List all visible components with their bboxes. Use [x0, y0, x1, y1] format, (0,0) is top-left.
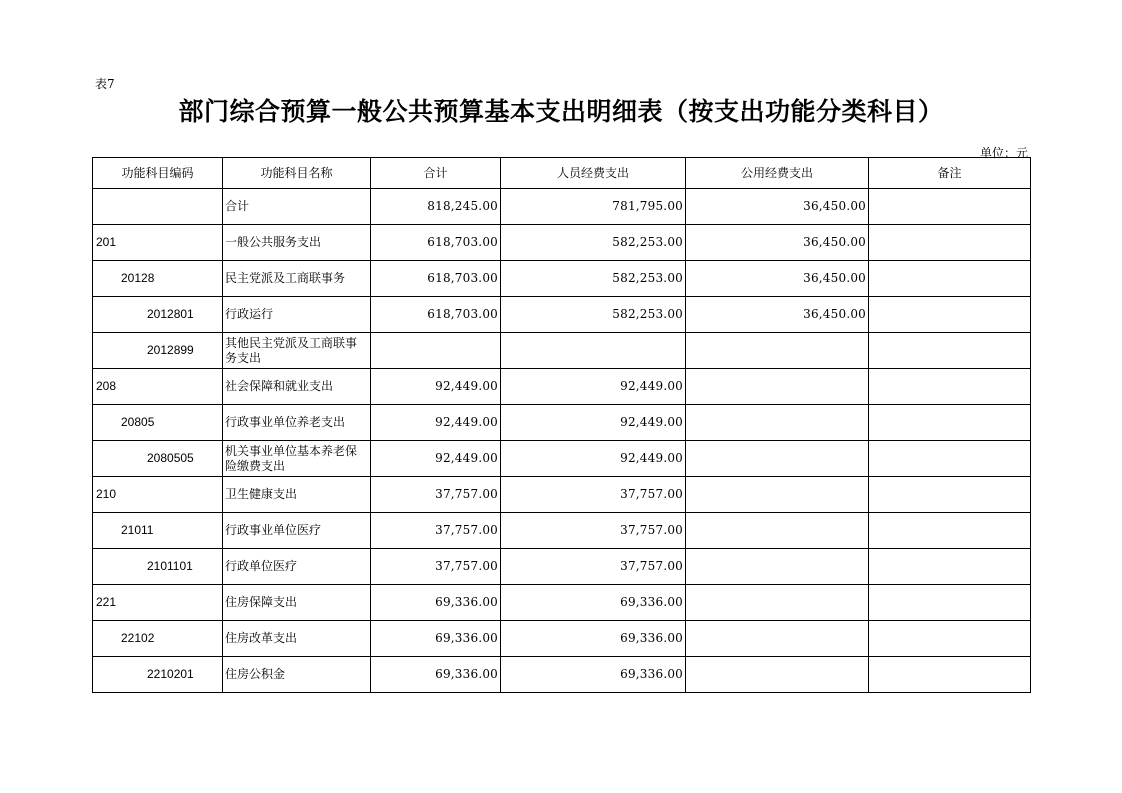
- page-title: 部门综合预算一般公共预算基本支出明细表（按支出功能分类科目）: [178, 97, 944, 126]
- unit-label: 单位：元: [979, 146, 1028, 160]
- name-cell: 民主党派及工商联事务: [223, 261, 371, 297]
- total-cell: 69,336.00: [371, 621, 501, 657]
- personnel-cell: 781,795.00: [501, 189, 686, 225]
- personnel-cell: 92,449.00: [501, 405, 686, 441]
- name-cell: 行政运行: [223, 297, 371, 333]
- public-cell: [686, 333, 869, 369]
- code-cell: 2210201: [93, 657, 223, 693]
- table-row: [93, 297, 1031, 333]
- table-row: [93, 189, 1031, 225]
- name-cell: 住房保障支出: [223, 585, 371, 621]
- personnel-cell: 582,253.00: [501, 225, 686, 261]
- total-cell: 37,757.00: [371, 477, 501, 513]
- personnel-cell: 69,336.00: [501, 657, 686, 693]
- code-cell: 22102: [93, 621, 223, 657]
- public-cell: [686, 441, 869, 477]
- code-cell: 20805: [93, 405, 223, 441]
- note-cell: [869, 621, 1031, 657]
- personnel-cell: 69,336.00: [501, 621, 686, 657]
- total-cell: 618,703.00: [371, 297, 501, 333]
- total-cell: 37,757.00: [371, 513, 501, 549]
- public-cell: [686, 657, 869, 693]
- total-cell: 618,703.00: [371, 225, 501, 261]
- note-cell: [869, 297, 1031, 333]
- name-cell: 行政事业单位医疗: [223, 513, 371, 549]
- name-cell: 住房改革支出: [223, 621, 371, 657]
- header-cell: 合计: [371, 158, 501, 189]
- name-cell: 一般公共服务支出: [223, 225, 371, 261]
- code-cell: 210: [93, 477, 223, 513]
- note-cell: [869, 477, 1031, 513]
- total-cell: 618,703.00: [371, 261, 501, 297]
- name-cell: 卫生健康支出: [223, 477, 371, 513]
- table-row: [93, 513, 1031, 549]
- table-row: [93, 585, 1031, 621]
- public-cell: [686, 477, 869, 513]
- table-row: [93, 441, 1031, 477]
- public-cell: 36,450.00: [686, 261, 869, 297]
- table-row: [93, 549, 1031, 585]
- personnel-cell: 92,449.00: [501, 369, 686, 405]
- table-row: [93, 477, 1031, 513]
- public-cell: [686, 549, 869, 585]
- total-cell: 37,757.00: [371, 549, 501, 585]
- note-cell: [869, 657, 1031, 693]
- code-cell: 21011: [93, 513, 223, 549]
- name-cell: 行政单位医疗: [223, 549, 371, 585]
- personnel-cell: [501, 333, 686, 369]
- table-header-row: [93, 158, 1031, 189]
- code-cell: 2012899: [93, 333, 223, 369]
- public-cell: [686, 369, 869, 405]
- personnel-cell: 37,757.00: [501, 549, 686, 585]
- note-cell: [869, 333, 1031, 369]
- personnel-cell: 582,253.00: [501, 261, 686, 297]
- name-cell: 住房公积金: [223, 657, 371, 693]
- code-cell: 221: [93, 585, 223, 621]
- personnel-cell: 37,757.00: [501, 477, 686, 513]
- note-cell: [869, 405, 1031, 441]
- name-cell: 行政事业单位养老支出: [223, 405, 371, 441]
- total-cell: 69,336.00: [371, 585, 501, 621]
- code-cell: 2101101: [93, 549, 223, 585]
- budget-table: [92, 157, 1031, 693]
- total-cell: 818,245.00: [371, 189, 501, 225]
- personnel-cell: 37,757.00: [501, 513, 686, 549]
- public-cell: [686, 585, 869, 621]
- code-cell: 208: [93, 369, 223, 405]
- personnel-cell: 69,336.00: [501, 585, 686, 621]
- name-cell: 机关事业单位基本养老保险缴费支出: [223, 441, 371, 477]
- header-cell: 备注: [869, 158, 1031, 189]
- note-cell: [869, 513, 1031, 549]
- public-cell: 36,450.00: [686, 225, 869, 261]
- total-cell: 69,336.00: [371, 657, 501, 693]
- table-row: [93, 225, 1031, 261]
- table-row: [93, 369, 1031, 405]
- table-row: [93, 657, 1031, 693]
- public-cell: [686, 513, 869, 549]
- note-cell: [869, 225, 1031, 261]
- code-cell: 201: [93, 225, 223, 261]
- personnel-cell: 582,253.00: [501, 297, 686, 333]
- header-cell: 人员经费支出: [501, 158, 686, 189]
- total-cell: 92,449.00: [371, 369, 501, 405]
- note-cell: [869, 585, 1031, 621]
- table-number: 表7: [95, 77, 115, 91]
- code-cell: 2080505: [93, 441, 223, 477]
- public-cell: [686, 621, 869, 657]
- note-cell: [869, 549, 1031, 585]
- note-cell: [869, 189, 1031, 225]
- name-cell: 社会保障和就业支出: [223, 369, 371, 405]
- name-cell: 合计: [223, 189, 371, 225]
- note-cell: [869, 261, 1031, 297]
- header-cell: 功能科目编码: [93, 158, 223, 189]
- header-cell: 公用经费支出: [686, 158, 869, 189]
- table-row: [93, 621, 1031, 657]
- table-row: [93, 261, 1031, 297]
- note-cell: [869, 441, 1031, 477]
- code-cell: 2012801: [93, 297, 223, 333]
- code-cell: [93, 189, 223, 225]
- code-cell: 20128: [93, 261, 223, 297]
- note-cell: [869, 369, 1031, 405]
- personnel-cell: 92,449.00: [501, 441, 686, 477]
- public-cell: 36,450.00: [686, 189, 869, 225]
- header-cell: 功能科目名称: [223, 158, 371, 189]
- table-row: [93, 405, 1031, 441]
- total-cell: 92,449.00: [371, 405, 501, 441]
- public-cell: 36,450.00: [686, 297, 869, 333]
- total-cell: [371, 333, 501, 369]
- total-cell: 92,449.00: [371, 441, 501, 477]
- public-cell: [686, 405, 869, 441]
- table-row: [93, 333, 1031, 369]
- name-cell: 其他民主党派及工商联事务支出: [223, 333, 371, 369]
